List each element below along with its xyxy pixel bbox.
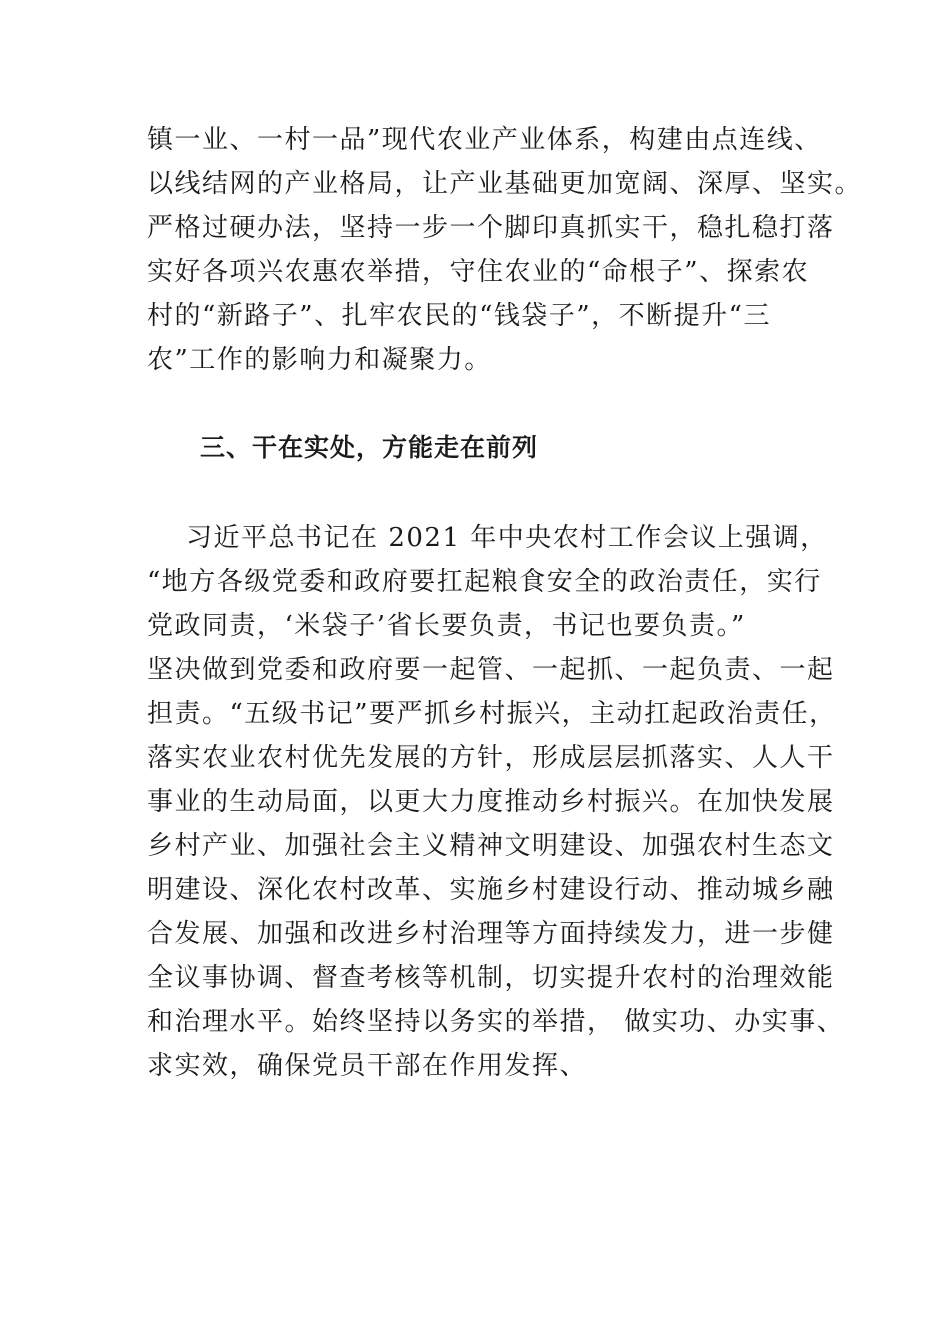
- text-line: 镇一业、一村一品”现代农业产业体系，构建由点连线、: [147, 125, 822, 155]
- text-line: 合发展、加强和改进乡村治理等方面持续发力，进一步健: [147, 919, 835, 949]
- text-line: 落实农业农村优先发展的方针，形成层层抓落实、人人干: [147, 743, 835, 773]
- text-line: 乡村产业、加强社会主义精神文明建设、加强农村生态文: [147, 831, 835, 861]
- text-line: 实好各项兴农惠农举措，守住农业的“命根子”、探索农: [147, 257, 810, 287]
- text-line: 农”工作的影响力和凝聚力。: [147, 345, 492, 375]
- text-line: 习近平总书记在 2021 年中央农村工作会议上强调，: [147, 523, 828, 553]
- section-heading: 三、干在实处，方能走在前列: [200, 433, 539, 462]
- text-line: 求实效，确保党员干部在作用发挥、: [147, 1051, 588, 1081]
- text-line: “地方各级党委和政府要扛起粮食安全的政治责任，实行: [147, 567, 822, 597]
- text-line: 以线结网的产业格局，让产业基础更加宽阔、深厚、坚实。: [147, 169, 863, 199]
- text-line: 坚决做到党委和政府要一起管、一起抓、一起负责、一起: [147, 655, 835, 685]
- text-line: 担责。“五级书记”要严抓乡村振兴，主动扛起政治责任，: [147, 699, 837, 729]
- text-line: 明建设、深化农村改革、实施乡村建设行动、推动城乡融: [147, 875, 835, 905]
- text-line: 严格过硬办法，坚持一步一个脚印真抓实干，稳扎稳打落: [147, 213, 835, 243]
- text-line: 村的“新路子”、扎牢农民的“钱袋子”，不断提升“三: [147, 301, 771, 331]
- text-line: 事业的生动局面，以更大力度推动乡村振兴。在加快发展: [147, 787, 835, 817]
- text-line: 和治理水平。始终坚持以务实的举措， 做实功、办实事、: [147, 1007, 845, 1037]
- text-line: 全议事协调、督查考核等机制，切实提升农村的治理效能: [147, 963, 835, 993]
- text-line: 党政同责，‘米袋子’省长要负责，书记也要负责。”: [147, 611, 746, 641]
